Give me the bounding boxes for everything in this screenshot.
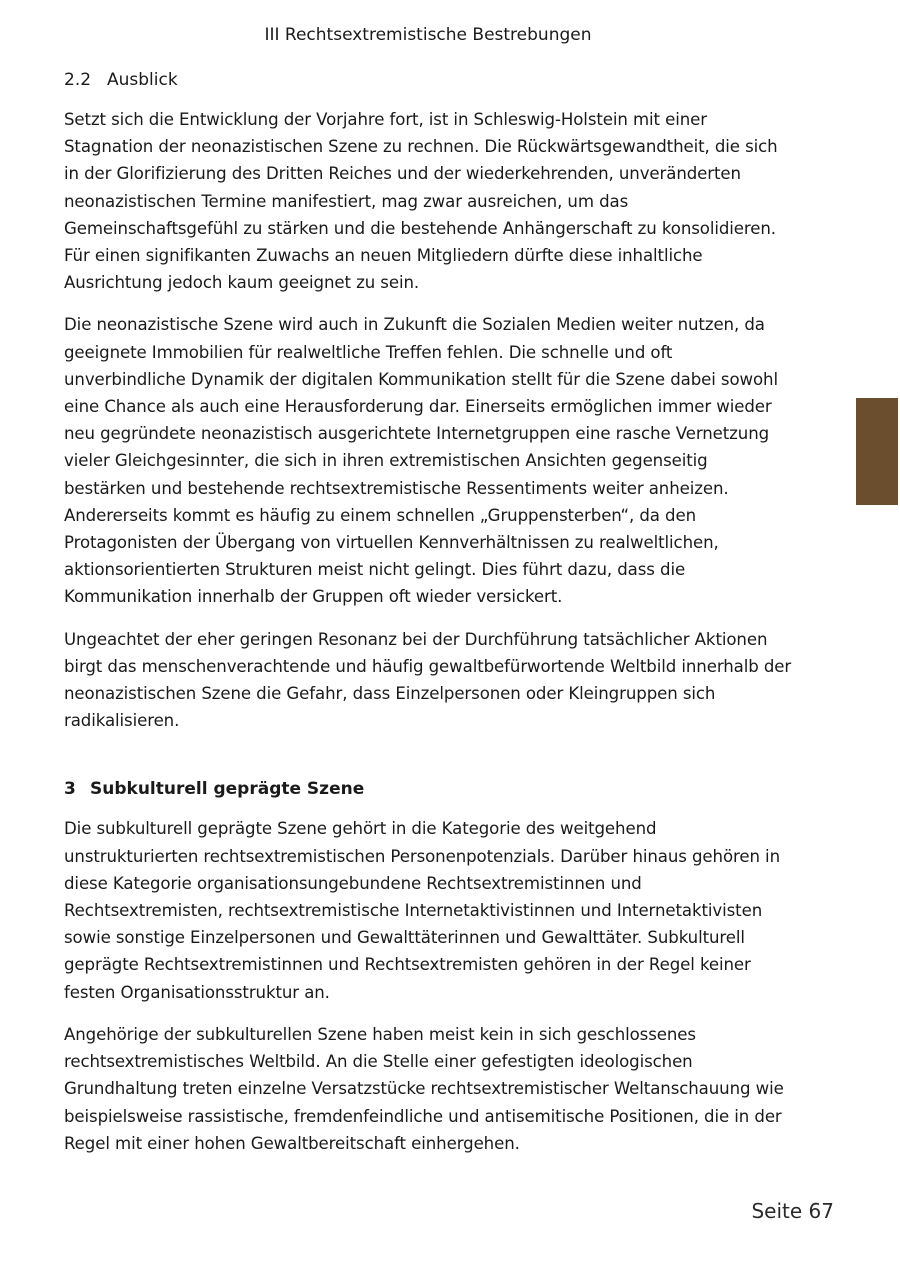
page-number: Seite 67 (751, 1199, 834, 1223)
section-number: 3 (64, 779, 76, 800)
subsection-heading-ausblick (64, 68, 794, 92)
section-title: Subkulturell geprägte Szene (90, 779, 365, 800)
paragraph: Angehörige der subkulturellen Szene haben meist kein in sich geschlossenes rechtsextremistisches Weltbild. An die Stelle einer gefestigten ideologischen Grundhaltung treten einzelne Versatzstücke rechtsextremistischer Weltanschauung wie beispielsweise rassistische, fremdenfeindliche und antisemitische Positionen, die in der Regel mit einer hohen Gewaltbereitschaft einhergehen. (64, 1024, 784, 1153)
paragraph: Setzt sich die Entwicklung der Vorjahre fort, ist in Schleswig-Holstein mit einer Stagnation der neonazistischen Szene zu rechnen. Die Rückwärtsgewandtheit, die sich in der Glorifizierung des Dritten Reiches und der wiederkehrenden, unveränderten neonazistischen Termine manifestiert, mag zwar ausreichen, um das Gemeinschaftsgefühl zu stärken und die bestehende Anhängerschaft zu konsolidieren. Für einen signifikanten Zuwachs an neuen Mitgliedern dürfte diese inhaltliche Ausrichtung jedoch kaum geeignet zu sein. (64, 110, 778, 293)
subsection-title: Ausblick (107, 70, 178, 90)
paragraph: Die subkulturell geprägte Szene gehört in die Kategorie des weitgehend unstrukturierten rechtsextremistischen Personenpotenzials. Darüber hinaus gehören in diese Kategorie organisationsungebundene Rechtsextremistinnen und Rechtsextremisten, rechtsextremistische Internetaktivistinnen und Internetaktivisten sowie sonstige Einzelpersonen und Gewalttäterinnen und Gewalttäter. Subkulturell geprägte Rechtsextremistinnen und Rechtsextremisten gehören in der Regel keiner festen Organisationsstruktur an. (64, 819, 780, 1002)
paragraph: Ungeachtet der eher geringen Resonanz bei der Durchführung tatsächlicher Aktionen birgt das menschenverachtende und häufig gewaltbefürwortende Weltbild innerhalb der neonazistischen Szene die Gefahr, dass Einzelpersonen oder Kleingruppen sich radikalisieren. (64, 629, 792, 731)
section-heading-subkultur (64, 777, 794, 801)
subsection-number: 2.2 (64, 70, 92, 90)
page-content (64, 68, 794, 1172)
chapter-side-tab (856, 398, 898, 505)
running-header: III Rechtsextremistische Bestrebungen (264, 25, 592, 45)
paragraph: Die neonazistische Szene wird auch in Zukunft die Sozialen Medien weiter nutzen, da geeignete Immobilien für realweltliche Treffen fehlen. Die schnelle und oft unverbindliche Dynamik der digitalen Kommunikation stellt für die Szene dabei sowohl eine Chance als auch eine Herausforderung dar. Einerseits ermöglichen immer wieder neu gegründete neonazistisch ausgerichtete Internetgruppen eine rasche Vernetzung vieler Gleichgesinnter, die sich in ihren extremistischen Ansichten gegenseitig bestärken und bestehende rechtsextremistische Ressentiments weiter anheizen. Andererseits kommt es häufig zu einem schnellen „Gruppensterben“, da den Protagonisten der Übergang von virtuellen Kennverhältnissen zu realweltlichen, aktionsorientierten Strukturen meist nicht gelingt. Dies führt dazu, dass die Kommunikation innerhalb der Gruppen oft wieder versickert. (64, 315, 778, 607)
